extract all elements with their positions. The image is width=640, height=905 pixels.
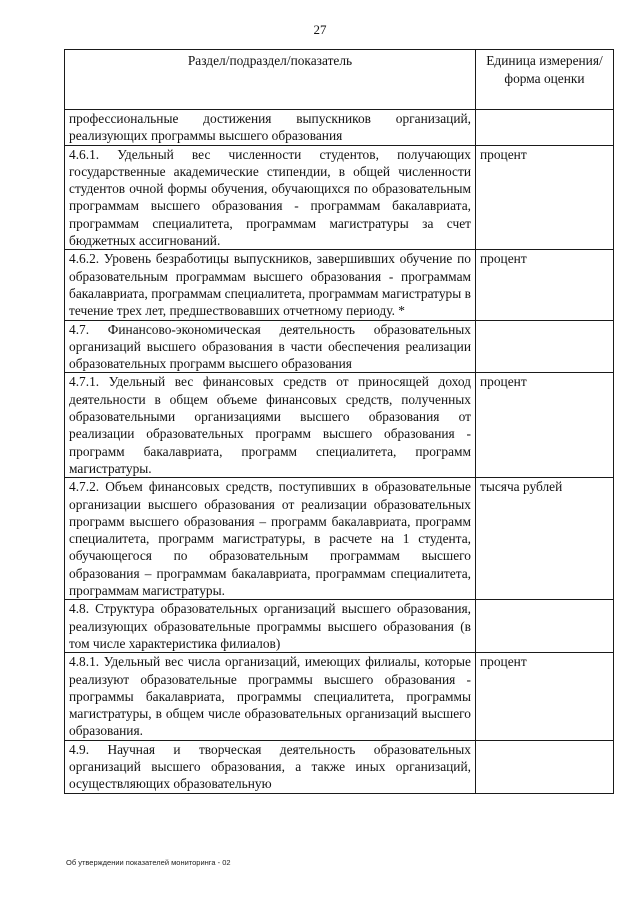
footer-note: Об утверждении показателей мониторинга - 02 xyxy=(66,858,231,867)
table-row xyxy=(65,110,614,146)
header-unit: Единица измерения/ форма оценки xyxy=(476,50,614,110)
table-row xyxy=(65,740,614,793)
indicators-table xyxy=(64,49,614,794)
table-row xyxy=(65,478,614,600)
table-row xyxy=(65,145,614,250)
row-text: 4.7. Финансово-экономическая деятельность образовательных организаций высшего образования в части обеспечения реализации образовательных программ высшего образования xyxy=(65,320,476,373)
table-row xyxy=(65,320,614,373)
row-unit: тысяча рублей xyxy=(476,478,614,600)
row-text: 4.7.1. Удельный вес финансовых средств от приносящей доход деятельности в общем объеме финансовых средств, полученных образовательными организациями высшего образования от реализации образовательных программ высшего образования - программ бакалавриата, программ специалитета, программ магистратуры. xyxy=(65,373,476,478)
row-text: 4.8.1. Удельный вес числа организаций, имеющих филиалы, которые реализуют образовательные программы высшего образования - программы бакалавриата, программы специалитета, программы магистратуры, в общем числе образовательных организаций высшего образования. xyxy=(65,653,476,740)
row-text: 4.6.1. Удельный вес численности студентов, получающих государственные академические стипендии, в общей численности студентов очной формы обучения, обучающихся по образовательным программам высшего образования - программам бакалавриата, программам специалитета, программам магистратуры за счет бюджетных ассигнований. xyxy=(65,145,476,250)
row-unit: процент xyxy=(476,145,614,250)
row-unit: процент xyxy=(476,653,614,740)
header-section: Раздел/подраздел/показатель xyxy=(65,50,476,110)
row-text: 4.8. Структура образовательных организаций высшего образования, реализующих образовательные программы высшего образования (в том числе характеристика филиалов) xyxy=(65,600,476,653)
row-unit xyxy=(476,740,614,793)
row-text: профессиональные достижения выпускников организаций, реализующих программы высшего образования xyxy=(65,110,476,146)
row-unit: процент xyxy=(476,373,614,478)
row-unit xyxy=(476,320,614,373)
row-unit: процент xyxy=(476,250,614,320)
table-row xyxy=(65,250,614,320)
table-row xyxy=(65,373,614,478)
row-text: 4.9. Научная и творческая деятельность образовательных организаций высшего образования, а также иных организаций, осуществляющих образовательную xyxy=(65,740,476,793)
row-text: 4.6.2. Уровень безработицы выпускников, завершивших обучение по образовательным программам высшего образования - программам бакалавриата, программам специалитета, программам магистратуры в течение трех лет, предшествовавших отчетному периоду. * xyxy=(65,250,476,320)
table-row xyxy=(65,653,614,740)
row-unit xyxy=(476,600,614,653)
page-number: 27 xyxy=(313,22,327,37)
table-row xyxy=(65,600,614,653)
table-header-row xyxy=(65,50,614,110)
row-text: 4.7.2. Объем финансовых средств, поступивших в образовательные организации высшего образования от реализации образовательных программ высшего образования – программ бакалавриата, программ специалитета, программ магистратуры, в расчете на 1 студента, обучающегося по образовательным программам высшего образования – программам бакалавриата, программам специалитета, программам магистратуры. xyxy=(65,478,476,600)
row-unit xyxy=(476,110,614,146)
